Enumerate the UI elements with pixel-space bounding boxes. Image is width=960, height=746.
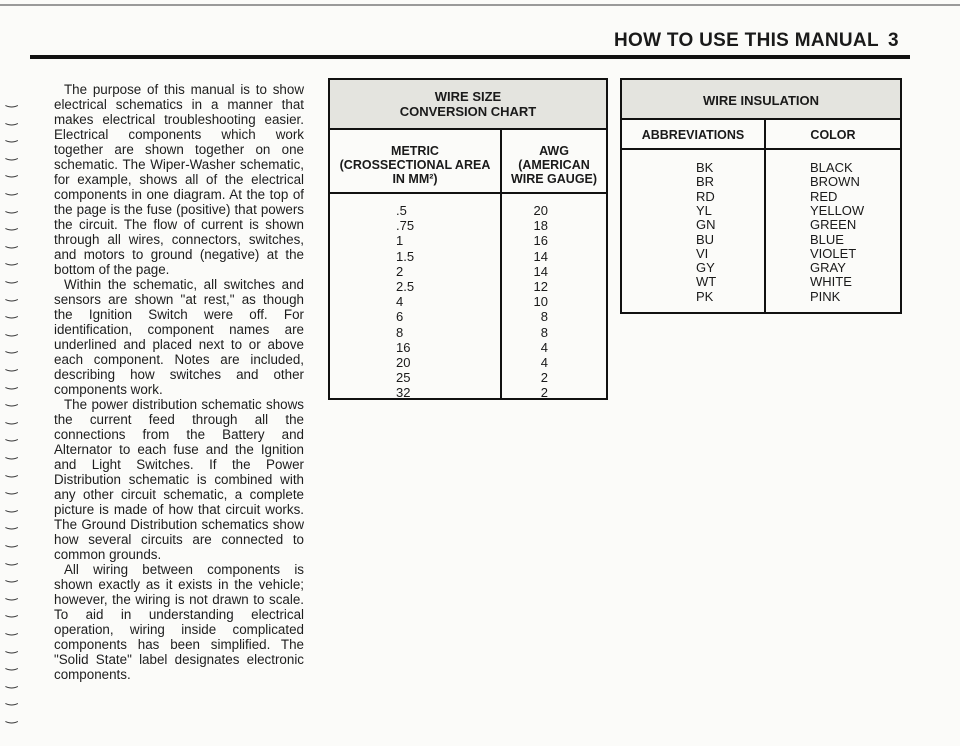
top-rule bbox=[0, 4, 960, 6]
page-number: 3 bbox=[888, 30, 899, 51]
metric-cell: 2.5 bbox=[396, 279, 415, 294]
metric-cell: .5 bbox=[396, 203, 407, 218]
margin-mark: ‿ bbox=[6, 548, 18, 565]
header-line: (AMERICAN bbox=[518, 158, 590, 172]
margin-mark: ‿ bbox=[6, 355, 18, 371]
metric-cell: 4 bbox=[396, 294, 404, 310]
header-rule bbox=[30, 55, 910, 59]
color-cell: WHITE bbox=[810, 274, 852, 290]
margin-mark: ‿ bbox=[6, 372, 18, 389]
margin-mark: ‿ bbox=[6, 478, 18, 495]
header-divider bbox=[622, 148, 900, 150]
margin-mark: ‿ bbox=[6, 196, 18, 213]
abbreviation-cell: WT bbox=[696, 274, 717, 290]
color-cell: RED bbox=[810, 188, 838, 204]
margin-mark: ‿ bbox=[6, 284, 18, 301]
margin-mark: ‿ bbox=[6, 601, 18, 618]
abbreviation-cell: PK bbox=[696, 288, 714, 304]
abbreviation-cell: GY bbox=[696, 260, 715, 276]
abbreviation-cell: VI bbox=[696, 245, 709, 261]
awg-cell: 8 bbox=[540, 324, 548, 340]
metric-cell: 8 bbox=[396, 324, 404, 340]
margin-mark: ‿ bbox=[6, 636, 18, 653]
margin-mark: ‿ bbox=[6, 707, 18, 723]
body-paragraph: The purpose of this manual is to show electrical schematics in a manner that makes electrical troubleshooting easier. Electrical components which work together are shown together on one schematic. The Wiper-Washer schematic, for example, shows all of the electrical components in one diagram. At the top of the page is the fuse (positive) that powers the circuit. The flow of current is shown through all wires, connectors, switches, and motors to ground (negative) at the bottom of the page. bbox=[54, 82, 304, 277]
abbreviation-cell: BR bbox=[696, 174, 715, 190]
margin-mark: ‿ bbox=[6, 566, 18, 583]
color-cell: BLUE bbox=[810, 231, 844, 247]
body-paragraph: All wiring between components is shown exactly as it exists in the vehicle; however, the wiring is not drawn to scale. To aid in understanding electrical operation, wiring inside complicated components has been simplified. The "Solid State" label designates electronic components. bbox=[54, 562, 304, 682]
margin-mark: ‿ bbox=[6, 214, 18, 231]
color-cell: YELLOW bbox=[810, 202, 865, 218]
awg-cell: 8 bbox=[540, 309, 548, 325]
header-line: METRIC bbox=[391, 144, 439, 158]
margin-mark: ‿ bbox=[6, 390, 18, 407]
abbreviation-cell: BU bbox=[696, 231, 715, 247]
margin-mark: ‿ bbox=[6, 583, 18, 600]
margin-mark: ‿ bbox=[6, 443, 18, 459]
awg-cell: 14 bbox=[533, 263, 548, 279]
margin-mark: ‿ bbox=[6, 267, 18, 283]
margin-mark: ‿ bbox=[6, 689, 18, 706]
wire-insulation-table bbox=[620, 78, 902, 314]
abbreviation-cell: YL bbox=[696, 202, 712, 218]
color-cell: GRAY bbox=[810, 260, 846, 276]
table-title-line: WIRE INSULATION bbox=[702, 93, 820, 108]
metric-cell: 20 bbox=[396, 355, 411, 370]
margin-mark: ‿ bbox=[6, 161, 18, 178]
body-text bbox=[54, 82, 304, 682]
table-title-line: CONVERSION CHART bbox=[399, 104, 537, 119]
awg-cell: 18 bbox=[533, 218, 548, 234]
header-divider bbox=[330, 192, 606, 194]
margin-mark: ‿ bbox=[6, 495, 18, 512]
margin-mark: ‿ bbox=[6, 671, 18, 688]
color-cell: BLACK bbox=[810, 160, 853, 175]
awg-cell: 4 bbox=[540, 339, 548, 355]
metric-cell: 32 bbox=[396, 385, 411, 401]
body-paragraph: The power distribution schematic shows the current feed through all the connections from the Battery and Alternator to each fuse and the Ignition and Light Switches. If the Power Distribution schematic is combined with any other circuit schematic, a complete picture is made of how that circuit works. The Ground Distribution schematics show how several circuits are connected to common grounds. bbox=[54, 397, 304, 562]
table-title bbox=[622, 80, 900, 120]
margin-mark: ‿ bbox=[6, 407, 18, 424]
margin-binding-marks bbox=[6, 92, 22, 732]
column-header-awg bbox=[502, 144, 606, 186]
header-line: IN MM²) bbox=[392, 172, 438, 186]
header-line: WIRE GAUGE) bbox=[510, 172, 598, 186]
awg-cell: 2 bbox=[540, 370, 548, 386]
color-cell: GREEN bbox=[810, 217, 857, 233]
abbreviation-cell: RD bbox=[696, 188, 715, 204]
margin-mark: ‿ bbox=[6, 249, 18, 266]
metric-cell: 1.5 bbox=[396, 248, 415, 264]
wire-size-conversion-table bbox=[328, 78, 608, 400]
table-title bbox=[330, 80, 606, 130]
metric-cell: 16 bbox=[396, 339, 411, 355]
awg-cell: 12 bbox=[533, 279, 548, 294]
margin-mark: ‿ bbox=[6, 91, 18, 107]
header-line: AWG bbox=[539, 144, 569, 158]
metric-cell: 1 bbox=[396, 233, 404, 249]
column-divider bbox=[764, 120, 766, 312]
metric-cell: 25 bbox=[396, 370, 411, 386]
awg-cell: 16 bbox=[533, 233, 548, 249]
awg-cell: 2 bbox=[540, 385, 548, 401]
awg-cell: 10 bbox=[533, 294, 548, 310]
page-header bbox=[614, 30, 914, 56]
abbreviation-cell: BK bbox=[696, 160, 714, 175]
awg-cell: 20 bbox=[533, 203, 548, 218]
page-title: HOW TO USE THIS MANUAL bbox=[614, 30, 879, 51]
metric-cell: .75 bbox=[396, 218, 415, 234]
awg-cell: 14 bbox=[533, 248, 548, 264]
margin-mark: ‿ bbox=[6, 319, 18, 336]
margin-mark: ‿ bbox=[6, 179, 18, 195]
header-line: (CROSSECTIONAL AREA bbox=[339, 158, 491, 172]
metric-cell: 2 bbox=[396, 263, 404, 279]
margin-mark: ‿ bbox=[6, 531, 18, 547]
awg-cell: 4 bbox=[540, 355, 548, 370]
color-cell: BROWN bbox=[810, 174, 860, 190]
abbreviation-cell: GN bbox=[696, 217, 716, 233]
margin-mark: ‿ bbox=[6, 513, 18, 530]
column-header-color: COLOR bbox=[810, 128, 856, 142]
margin-mark: ‿ bbox=[6, 126, 18, 143]
margin-mark: ‿ bbox=[6, 302, 18, 319]
margin-mark: ‿ bbox=[6, 619, 18, 635]
margin-mark: ‿ bbox=[6, 654, 18, 671]
margin-mark: ‿ bbox=[6, 425, 18, 442]
column-header-metric bbox=[330, 144, 500, 186]
margin-mark: ‿ bbox=[6, 460, 18, 477]
margin-mark: ‿ bbox=[6, 143, 18, 160]
table-title-line: WIRE SIZE bbox=[434, 89, 502, 104]
margin-mark: ‿ bbox=[6, 231, 18, 248]
metric-cell: 6 bbox=[396, 309, 404, 325]
margin-mark: ‿ bbox=[6, 337, 18, 354]
color-cell: VIOLET bbox=[810, 245, 857, 261]
margin-mark: ‿ bbox=[6, 108, 18, 125]
color-cell: PINK bbox=[810, 288, 841, 304]
column-divider bbox=[500, 130, 502, 398]
body-paragraph: Within the schematic, all switches and sensors are shown "at rest," as though the Ignition Switch were off. For identification, component names are underlined and placed next to or above each component. Notes are included, describing how switches and other components work. bbox=[54, 277, 304, 397]
column-header-abbreviations: ABBREVIATIONS bbox=[641, 128, 745, 142]
